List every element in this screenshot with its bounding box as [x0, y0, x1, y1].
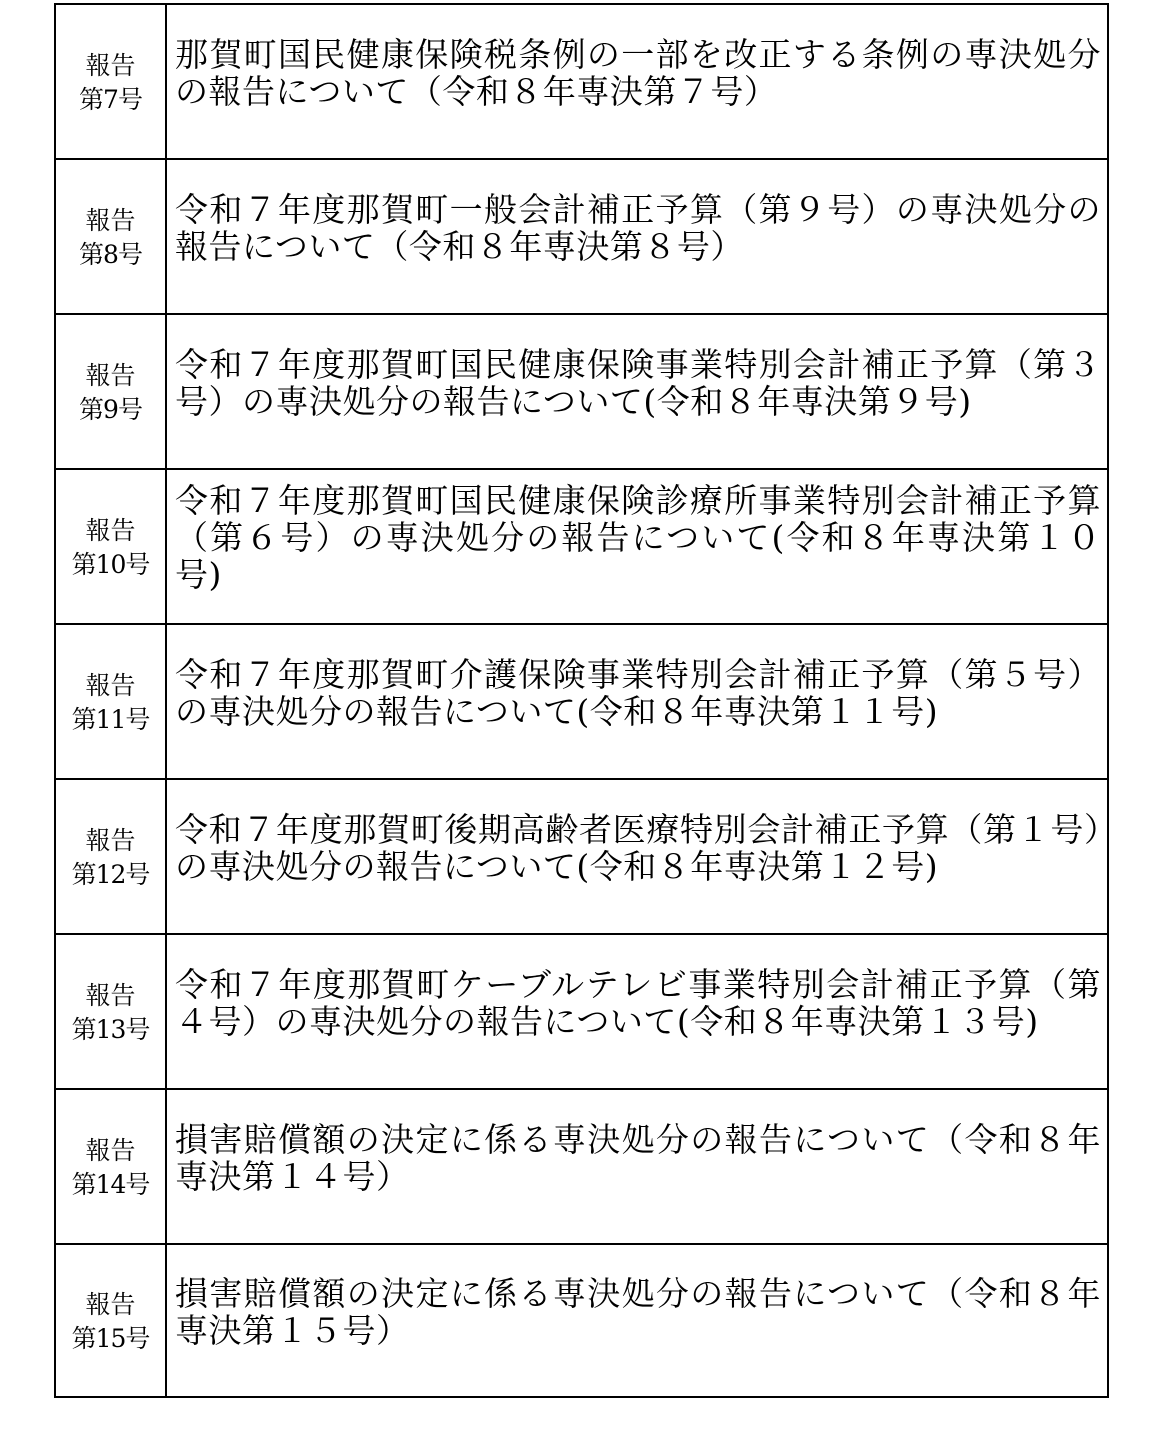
report-number-cell	[55, 159, 166, 314]
table-row	[55, 159, 1108, 314]
report-title-cell	[166, 1089, 1108, 1244]
report-number-cell	[55, 1089, 166, 1244]
report-number: 第9号	[79, 394, 142, 424]
report-title-cell	[166, 934, 1108, 1089]
report-number: 第13号	[71, 1014, 150, 1044]
table-row	[55, 779, 1108, 934]
report-title: 令和７年度那賀町介護保険事業特別会計補正予算（第５号）の専決処分の報告について(令和８年専決第１１号)	[175, 654, 1101, 731]
report-label: 報告	[85, 205, 136, 235]
report-number: 第10号	[71, 549, 150, 579]
report-title-cell	[166, 779, 1108, 934]
report-label: 報告	[85, 670, 136, 700]
report-title-cell	[166, 1244, 1108, 1397]
report-label: 報告	[85, 1135, 136, 1165]
report-title-cell	[166, 4, 1108, 159]
report-number-cell	[55, 624, 166, 779]
report-title-cell	[166, 159, 1108, 314]
report-label: 報告	[85, 360, 136, 390]
report-label: 報告	[85, 515, 136, 545]
report-number: 第14号	[71, 1169, 150, 1199]
table-row	[55, 624, 1108, 779]
report-number: 第7号	[79, 84, 142, 114]
report-title: 令和７年度那賀町国民健康保険診療所事業特別会計補正予算（第６号）の専決処分の報告について(令和８年専決第１０号)	[175, 481, 1101, 594]
report-number-cell	[55, 469, 166, 624]
report-number-cell	[55, 314, 166, 469]
report-title: 令和７年度那賀町国民健康保険事業特別会計補正予算（第３号）の専決処分の報告について(令和８年専決第９号)	[175, 344, 1101, 421]
report-number-cell	[55, 934, 166, 1089]
report-list-table	[54, 3, 1109, 1398]
report-title: 那賀町国民健康保険税条例の一部を改正する条例の専決処分の報告について（令和８年専決第７号）	[175, 34, 1101, 111]
report-title: 令和７年度那賀町ケーブルテレビ事業特別会計補正予算（第４号）の専決処分の報告について(令和８年専決第１３号)	[175, 964, 1101, 1041]
report-label: 報告	[85, 980, 136, 1010]
report-number: 第12号	[71, 859, 150, 889]
report-number-cell	[55, 4, 166, 159]
table-row	[55, 1244, 1108, 1397]
report-label: 報告	[85, 1289, 136, 1319]
report-label: 報告	[85, 50, 136, 80]
table-row	[55, 314, 1108, 469]
report-title: 損害賠償額の決定に係る専決処分の報告について（令和８年専決第１４号）	[175, 1119, 1101, 1196]
table-row	[55, 1089, 1108, 1244]
report-title-cell	[166, 314, 1108, 469]
report-number: 第8号	[79, 239, 142, 269]
table-row	[55, 469, 1108, 624]
report-number-cell	[55, 1244, 166, 1397]
report-title-cell	[166, 624, 1108, 779]
table-row	[55, 4, 1108, 159]
report-label: 報告	[85, 825, 136, 855]
report-number-cell	[55, 779, 166, 934]
report-title-cell	[166, 469, 1108, 624]
table-row	[55, 934, 1108, 1089]
report-title: 令和７年度那賀町後期高齢者医療特別会計補正予算（第１号）の専決処分の報告について(令和８年専決第１２号)	[175, 809, 1101, 886]
report-number: 第15号	[71, 1323, 150, 1353]
report-number: 第11号	[71, 704, 150, 734]
report-title: 損害賠償額の決定に係る専決処分の報告について（令和８年専決第１５号）	[175, 1273, 1101, 1350]
report-title: 令和７年度那賀町一般会計補正予算（第９号）の専決処分の報告について（令和８年専決第８号）	[175, 189, 1101, 266]
